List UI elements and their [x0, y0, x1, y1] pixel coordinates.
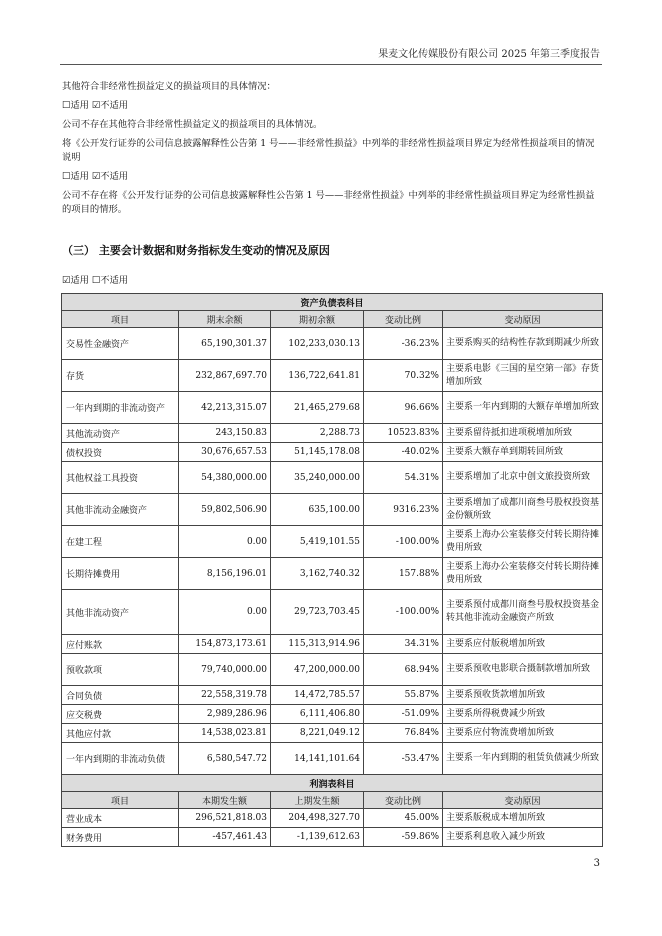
item-name-cell: 合同负债 — [62, 686, 179, 705]
end-balance-cell: 42,213,315.07 — [179, 392, 271, 424]
column-header: 期末余额 — [179, 311, 271, 328]
table-row — [62, 392, 603, 424]
item-name-cell: 交易性金融资产 — [62, 328, 179, 360]
change-reason-cell: 主要系上海办公室装修交付转长期待摊费用所致 — [443, 558, 603, 590]
table-row — [62, 462, 603, 494]
header-divider — [60, 64, 602, 65]
change-ratio-cell: 76.84% — [364, 724, 443, 743]
change-reason-cell: 主要系所得税费减少所致 — [443, 705, 603, 724]
intro-para-2: 公司不存在其他符合非经常性损益定义的损益项目的具体情况。 — [62, 119, 323, 130]
end-balance-cell: 232,867,697.70 — [179, 360, 271, 392]
change-reason-cell: 主要系预付成都川商叁号股权投资基金转其他非流动金融资产所致 — [443, 590, 603, 635]
end-balance-cell: 154,873,173.61 — [179, 635, 271, 654]
change-ratio-cell: -53.47% — [364, 743, 443, 775]
change-ratio-cell: 68.94% — [364, 654, 443, 686]
column-header: 变动比例 — [364, 792, 443, 809]
begin-balance-cell: -1,139,612.63 — [271, 828, 364, 847]
begin-balance-cell: 51,145,178.08 — [271, 443, 364, 462]
change-ratio-cell: 157.88% — [364, 558, 443, 590]
end-balance-cell: 243,150.83 — [179, 424, 271, 443]
table-row — [62, 328, 603, 360]
item-name-cell: 应付账款 — [62, 635, 179, 654]
section-title: （三） 主要会计数据和财务指标发生变动的情况及原因 — [62, 244, 330, 257]
change-reason-cell: 主要系版税成本增加所致 — [443, 809, 603, 828]
change-ratio-cell: 54.31% — [364, 462, 443, 494]
begin-balance-cell: 5,419,101.55 — [271, 526, 364, 558]
page-number: 3 — [593, 858, 600, 869]
begin-balance-cell: 635,100.00 — [271, 494, 364, 526]
begin-balance-cell: 136,722,641.81 — [271, 360, 364, 392]
end-balance-cell: 14,538,023.81 — [179, 724, 271, 743]
column-header: 变动比例 — [364, 311, 443, 328]
item-name-cell: 存货 — [62, 360, 179, 392]
change-reason-cell: 主要系购买的结构性存款到期减少所致 — [443, 328, 603, 360]
intro-para-3: 将《公开发行证券的公司信息披露解释性公告第 1 号——非经常性损益》中列举的非经常性损益项目界定为经常性损益项目的情况说明 — [62, 138, 595, 163]
begin-balance-cell: 21,465,279.68 — [271, 392, 364, 424]
change-ratio-cell: 45.00% — [364, 809, 443, 828]
change-reason-cell: 主要系增加了北京中创文旅投资所致 — [443, 462, 603, 494]
table-row — [62, 424, 603, 443]
balance-sheet-title: 资产负债表科目 — [62, 294, 603, 311]
applicable-checkbox-1: ☐适用 ☑不适用 — [62, 100, 129, 111]
table-row — [62, 828, 603, 847]
end-balance-cell: 0.00 — [179, 526, 271, 558]
item-name-cell: 其他非流动金融资产 — [62, 494, 179, 526]
table-row — [62, 686, 603, 705]
item-name-cell: 财务费用 — [62, 828, 179, 847]
change-reason-cell: 主要系大额存单到期转回所致 — [443, 443, 603, 462]
change-ratio-cell: -40.02% — [364, 443, 443, 462]
end-balance-cell: 65,190,301.37 — [179, 328, 271, 360]
begin-balance-cell: 29,723,703.45 — [271, 590, 364, 635]
item-name-cell: 其他流动资产 — [62, 424, 179, 443]
end-balance-cell: 296,521,818.03 — [179, 809, 271, 828]
change-reason-cell: 主要系留待抵扣进项税增加所致 — [443, 424, 603, 443]
income-statement-title: 利润表科目 — [62, 775, 603, 792]
item-name-cell: 一年内到期的非流动资产 — [62, 392, 179, 424]
table-row — [62, 705, 603, 724]
item-name-cell: 债权投资 — [62, 443, 179, 462]
change-ratio-cell: -36.23% — [364, 328, 443, 360]
income-header-row — [62, 792, 603, 809]
item-name-cell: 应交税费 — [62, 705, 179, 724]
column-header: 期初余额 — [271, 311, 364, 328]
table-row — [62, 443, 603, 462]
change-reason-cell: 主要系上海办公室装修交付转长期待摊费用所致 — [443, 526, 603, 558]
income-statement-title-row — [62, 775, 603, 792]
begin-balance-cell: 14,472,785.57 — [271, 686, 364, 705]
begin-balance-cell: 47,200,000.00 — [271, 654, 364, 686]
change-ratio-cell: 9316.23% — [364, 494, 443, 526]
item-name-cell: 其他应付款 — [62, 724, 179, 743]
applicable-checkbox-3: ☑适用 ☐不适用 — [62, 275, 129, 286]
page-content — [62, 80, 602, 847]
intro-para-1: 其他符合非经常性损益定义的损益项目的具体情况： — [62, 81, 276, 92]
column-header: 项目 — [62, 311, 179, 328]
change-reason-cell: 主要系电影《三国的星空第一部》存货增加所致 — [443, 360, 603, 392]
item-name-cell: 营业成本 — [62, 809, 179, 828]
item-name-cell: 一年内到期的非流动负债 — [62, 743, 179, 775]
table-row — [62, 635, 603, 654]
applicable-checkbox-2: ☐适用 ☑不适用 — [62, 171, 129, 182]
table-row — [62, 809, 603, 828]
change-reason-cell: 主要系一年内到期的大额存单增加所致 — [443, 392, 603, 424]
table-row — [62, 590, 603, 635]
change-reason-cell: 主要系预收电影联合摄制款增加所致 — [443, 654, 603, 686]
item-name-cell: 预收款项 — [62, 654, 179, 686]
change-ratio-cell: -59.86% — [364, 828, 443, 847]
table-row — [62, 743, 603, 775]
table-row — [62, 558, 603, 590]
end-balance-cell: 30,676,657.53 — [179, 443, 271, 462]
table-row — [62, 724, 603, 743]
table-row — [62, 494, 603, 526]
item-name-cell: 其他权益工具投资 — [62, 462, 179, 494]
end-balance-cell: 54,380,000.00 — [179, 462, 271, 494]
change-reason-cell: 主要系利息收入减少所致 — [443, 828, 603, 847]
change-ratio-cell: -100.00% — [364, 590, 443, 635]
begin-balance-cell: 102,233,030.13 — [271, 328, 364, 360]
change-ratio-cell: 55.87% — [364, 686, 443, 705]
change-reason-cell: 主要系一年内到期的租赁负债减少所致 — [443, 743, 603, 775]
end-balance-cell: 79,740,000.00 — [179, 654, 271, 686]
change-ratio-cell: 96.66% — [364, 392, 443, 424]
column-header: 变动原因 — [443, 792, 603, 809]
report-header: 果麦文化传媒股份有限公司 2025 年第三季度报告 — [378, 49, 600, 60]
end-balance-cell: 8,156,196.01 — [179, 558, 271, 590]
item-name-cell: 长期待摊费用 — [62, 558, 179, 590]
begin-balance-cell: 2,288.73 — [271, 424, 364, 443]
balance-sheet-title-row — [62, 294, 603, 311]
change-ratio-cell: -51.09% — [364, 705, 443, 724]
begin-balance-cell: 204,498,327.70 — [271, 809, 364, 828]
item-name-cell: 在建工程 — [62, 526, 179, 558]
change-ratio-cell: 10523.83% — [364, 424, 443, 443]
change-ratio-cell: -100.00% — [364, 526, 443, 558]
column-header: 项目 — [62, 792, 179, 809]
begin-balance-cell: 8,221,049.12 — [271, 724, 364, 743]
begin-balance-cell: 14,141,101.64 — [271, 743, 364, 775]
change-reason-cell: 主要系预收货款增加所致 — [443, 686, 603, 705]
begin-balance-cell: 6,111,406.80 — [271, 705, 364, 724]
end-balance-cell: 0.00 — [179, 590, 271, 635]
end-balance-cell: 6,580,547.72 — [179, 743, 271, 775]
change-reason-cell: 主要系增加了成都川商叁号股权投资基金份额所致 — [443, 494, 603, 526]
table-row — [62, 360, 603, 392]
column-header: 本期发生额 — [179, 792, 271, 809]
intro-para-4: 公司不存在将《公开发行证券的公司信息披露解释性公告第 1 号——非经常性损益》中列举的非经常性损益项目界定为经常性损益的项目的情形。 — [62, 190, 595, 215]
table-row — [62, 654, 603, 686]
item-name-cell: 其他非流动资产 — [62, 590, 179, 635]
begin-balance-cell: 3,162,740.32 — [271, 558, 364, 590]
column-header: 上期发生额 — [271, 792, 364, 809]
end-balance-cell: -457,461.43 — [179, 828, 271, 847]
change-ratio-cell: 34.31% — [364, 635, 443, 654]
table-row — [62, 526, 603, 558]
balance-header-row — [62, 311, 603, 328]
begin-balance-cell: 35,240,000.00 — [271, 462, 364, 494]
end-balance-cell: 2,989,286.96 — [179, 705, 271, 724]
column-header: 变动原因 — [443, 311, 603, 328]
change-ratio-cell: 70.32% — [364, 360, 443, 392]
change-reason-cell: 主要系应付版税增加所致 — [443, 635, 603, 654]
end-balance-cell: 22,558,319.78 — [179, 686, 271, 705]
begin-balance-cell: 115,313,914.96 — [271, 635, 364, 654]
financial-changes-table — [61, 293, 603, 847]
change-reason-cell: 主要系应付物流费增加所致 — [443, 724, 603, 743]
end-balance-cell: 59,802,506.90 — [179, 494, 271, 526]
